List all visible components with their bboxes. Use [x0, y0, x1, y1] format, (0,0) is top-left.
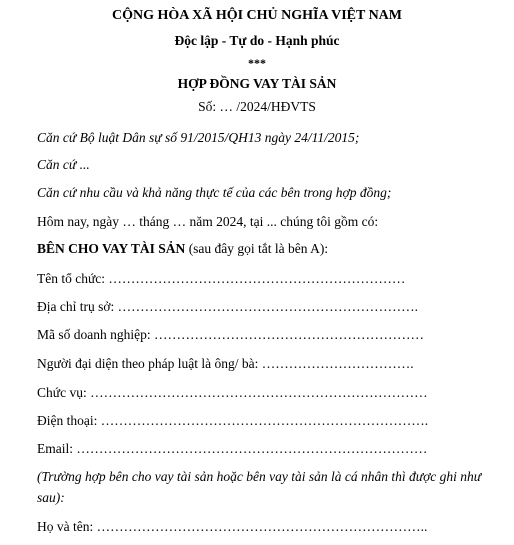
representative-field: Người đại diện theo pháp luật là ông/ bà: ……………………………. — [37, 356, 414, 371]
individual-note-continued: sau): — [37, 490, 65, 505]
individual-note: (Trường hợp bên cho vay tài sản hoặc bên vay tài sản là cá nhân thì được ghi như — [37, 469, 482, 484]
contract-number: Số: … /2024/HĐVTS — [198, 99, 316, 114]
basis-other: Căn cứ ... — [37, 157, 90, 172]
party-a-heading: BÊN CHO VAY TÀI SẢN — [37, 241, 186, 256]
tax-code-field: Mã số doanh nghiệp: …………………………………………………… — [37, 327, 424, 342]
contract-title: HỢP ĐỒNG VAY TÀI SẢN — [177, 76, 337, 91]
today-statement: Hôm nay, ngày … tháng … năm 2024, tại ... chúng tôi gồm có: — [37, 214, 379, 229]
org-name-field: Tên tổ chức: ………………………………………………………… — [37, 271, 406, 286]
position-field: Chức vụ: ………………………………………………………………… — [37, 385, 428, 400]
basis-civil-code: Căn cứ Bộ luật Dân sự số 91/2015/QH13 ngày 24/11/2015; — [37, 130, 360, 145]
party-a-heading-note: (sau đây gọi tắt là bên A): — [185, 241, 329, 256]
email-field: Email: …………………………………………………………………… — [37, 441, 428, 456]
national-title: CỘNG HÒA XÃ HỘI CHỦ NGHĨA VIỆT NAM — [111, 8, 402, 23]
phone-field: Điện thoại: ………………………………………………………………. — [37, 413, 429, 428]
motto: Độc lập - Tự do - Hạnh phúc — [174, 33, 340, 48]
basis-needs: Căn cứ nhu cầu và khả năng thực tế của các bên trong hợp đồng; — [37, 185, 392, 200]
address-field: Địa chỉ trụ sở: …………………………………………………………. — [37, 299, 418, 314]
stars-separator: *** — [248, 56, 266, 70]
full-name-field: Họ và tên: ……………………………………………………………….. — [37, 519, 428, 534]
party-a-heading-line — [37, 241, 328, 257]
